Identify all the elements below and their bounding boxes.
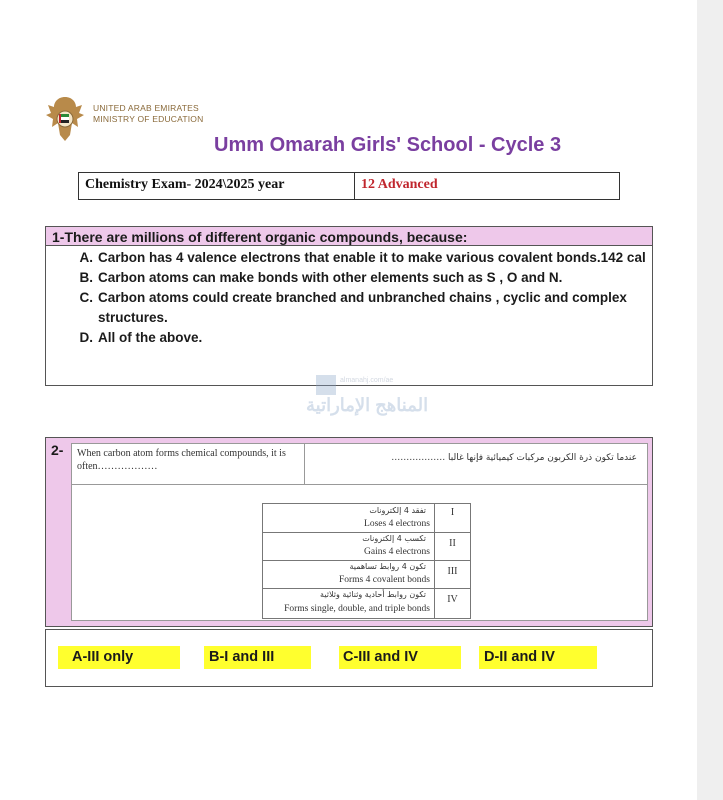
statements-table [262, 503, 471, 619]
answer-a[interactable]: A-III only [58, 646, 180, 669]
watermark-text: المناهج الإماراتية [306, 395, 429, 415]
answer-choices [45, 629, 653, 687]
option-letter: A. [79, 250, 93, 265]
option-a[interactable] [46, 248, 652, 268]
question-1-options [46, 246, 652, 348]
school-title: Umm Omarah Girls' School - Cycle 3 [214, 134, 562, 156]
uae-emblem-logo [44, 93, 86, 145]
statement-en: Loses 4 electrons [364, 519, 430, 529]
question-1-stem: 1-There are millions of different organic compounds, because: [46, 227, 652, 246]
question-2-stem-ar: عندما تكون ذرة الكربون مركبات كيميائية فإنها غالبا ……………… [391, 453, 637, 463]
question-2-number: 2- [51, 442, 64, 458]
divider [304, 444, 305, 484]
option-text: Carbon has 4 valence electrons that enable it to make various covalent bonds.142 cal [98, 250, 646, 265]
exam-subject: Chemistry Exam- 2024\2025 year [79, 173, 355, 199]
question-2-image [71, 443, 648, 621]
option-d[interactable] [46, 328, 652, 348]
right-margin-strip [697, 0, 723, 800]
answer-c[interactable]: C-III and IV [339, 646, 461, 669]
statement-number: IV [447, 594, 458, 605]
statement-ar: تفقد 4 إلكترونات [369, 506, 426, 515]
option-b[interactable] [46, 268, 652, 288]
exam-info-table [78, 172, 620, 200]
statement-row-iv [263, 588, 470, 618]
statement-ar: تكون روابط أحادية وثنائية وثلاثية [320, 590, 426, 599]
watermark-logo-icon [316, 375, 336, 395]
option-text: Carbon atoms can make bonds with other elements such as S , O and N. [98, 270, 563, 285]
statement-en: Gains 4 electrons [364, 547, 430, 557]
watermark-url: almanahj.com/ae [340, 377, 394, 384]
ministry-line-1: UNITED ARAB EMIRATES [93, 103, 199, 113]
statement-number: I [450, 507, 455, 518]
watermark [300, 373, 430, 425]
option-letter: D. [79, 330, 93, 345]
answer-b[interactable]: B-I and III [204, 646, 311, 669]
option-letter: C. [79, 290, 93, 305]
statement-number: III [447, 566, 458, 577]
question-2-stem-row [72, 444, 647, 485]
option-text: All of the above. [98, 330, 203, 345]
option-c[interactable] [46, 288, 652, 328]
answer-d[interactable]: D-II and IV [479, 646, 597, 669]
statement-ar: تكون 4 روابط تساهمية [349, 562, 426, 571]
statement-row-i [263, 504, 470, 533]
question-2 [45, 437, 653, 627]
statement-row-ii [263, 532, 470, 561]
question-1 [45, 226, 653, 386]
option-letter: B. [79, 270, 93, 285]
statement-ar: تكسب 4 إلكترونات [362, 534, 426, 543]
statement-row-iii [263, 560, 470, 589]
statement-en: Forms single, double, and triple bonds [284, 604, 430, 614]
exam-level: 12 Advanced [361, 177, 438, 192]
statement-number: II [449, 538, 456, 549]
statement-en: Forms 4 covalent bonds [338, 575, 430, 585]
ministry-line-2: MINISTRY OF EDUCATION [93, 114, 204, 124]
ministry-label [93, 103, 203, 125]
option-text: Carbon atoms could create branched and unbranched chains , cyclic and complex structures. [98, 290, 627, 325]
question-2-stem-en: When carbon atom forms chemical compounds, it is often……………… [77, 448, 286, 472]
